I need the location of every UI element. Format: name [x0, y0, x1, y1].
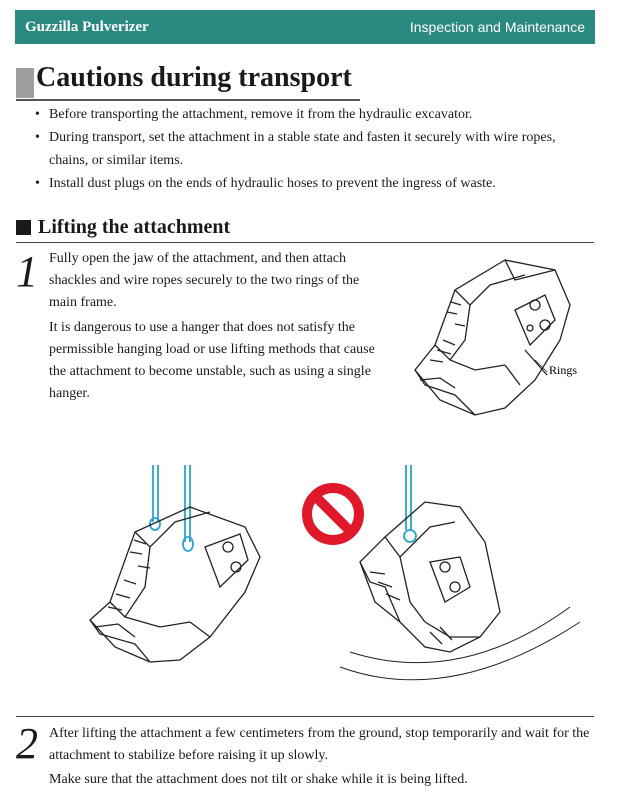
title-underline — [16, 99, 360, 101]
step-1-instruction: Fully open the jaw of the attachment, and then attach shackles and wire ropes securely to the two rings of the main frame. — [49, 251, 360, 310]
caution-item: • During transport, set the attachment in a stable state and fasten it securely with wire ropes, chains, or similar items. — [35, 126, 595, 172]
product-name: Guzzilla Pulverizer — [25, 18, 149, 35]
incorrect-lifting-illustration — [330, 462, 590, 692]
caution-item: • Before transporting the attachment, remove it from the hydraulic excavator. — [35, 103, 595, 126]
section-title: Lifting the attachment — [38, 216, 231, 238]
page-title: Cautions during transport — [36, 62, 352, 93]
page-header — [15, 10, 595, 44]
step-2-note: Make sure that the attachment does not tilt or shake while it is being lifted. — [49, 772, 468, 787]
title-accent-bar — [16, 68, 34, 98]
rings-label: Rings — [549, 363, 578, 377]
section-name: Inspection and Maintenance — [409, 19, 585, 35]
step-2-instruction: After lifting the attachment a few centimeters from the ground, stop temporarily and wait for the attachment to stabilize before raising it up slowly. — [49, 726, 590, 763]
step-2-number: 2 — [16, 719, 38, 768]
section-divider — [16, 242, 594, 243]
step-2-body — [49, 723, 597, 793]
caution-list — [35, 103, 595, 195]
correct-lifting-illustration — [80, 462, 280, 667]
step-1-body — [49, 248, 382, 408]
attachment-rings-illustration — [395, 250, 595, 420]
square-bullet-icon — [16, 220, 31, 235]
section-heading — [16, 216, 230, 239]
step-1-warning: It is dangerous to use a hanger that does not satisfy the permissible hanging load or use lifting methods that cause the attachment to become unstable, such as using a single hanger. — [49, 320, 375, 401]
step-1-number: 1 — [16, 247, 38, 296]
step-divider — [16, 716, 594, 717]
caution-item: • Install dust plugs on the ends of hydraulic hoses to prevent the ingress of waste. — [35, 172, 595, 195]
